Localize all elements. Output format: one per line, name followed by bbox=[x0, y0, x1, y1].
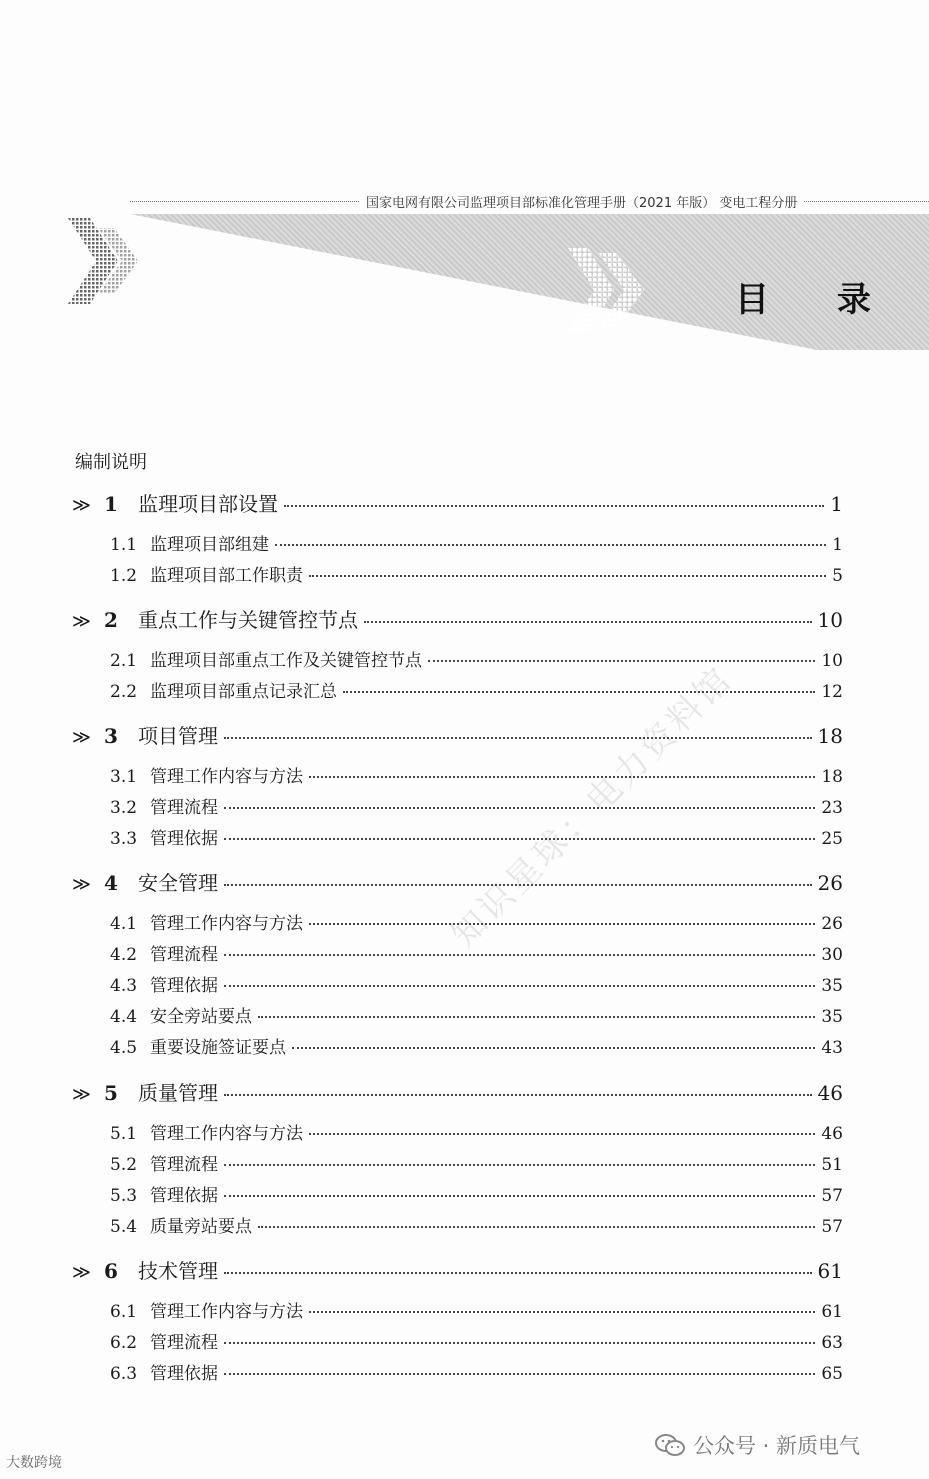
dot-leader bbox=[428, 660, 815, 662]
section-number: 4.3 bbox=[110, 976, 138, 996]
section-title: 监理项目部组建 bbox=[150, 535, 269, 555]
section-number: 3.1 bbox=[110, 767, 138, 787]
section-page-number: 63 bbox=[821, 1333, 843, 1353]
toc-section-entry[interactable] bbox=[110, 646, 843, 671]
double-chevron-icon: ≫ bbox=[72, 874, 91, 895]
chapter-number: 4 bbox=[104, 871, 118, 895]
section-page-number: 61 bbox=[821, 1302, 843, 1322]
dot-leader bbox=[309, 776, 815, 778]
section-number: 5.2 bbox=[110, 1155, 138, 1175]
toc-title: 目 录 bbox=[735, 280, 899, 320]
section-page-number: 57 bbox=[821, 1186, 843, 1206]
dot-leader bbox=[309, 1133, 815, 1135]
dot-leader bbox=[284, 505, 824, 507]
dot-leader bbox=[224, 807, 815, 809]
section-title: 管理流程 bbox=[150, 798, 218, 818]
section-title: 监理项目部重点工作及关键管控节点 bbox=[150, 651, 422, 671]
section-number: 6.3 bbox=[110, 1364, 138, 1384]
toc-chapter-entry[interactable] bbox=[72, 720, 843, 749]
chapter-number: 2 bbox=[104, 608, 118, 632]
toc-section-entry[interactable] bbox=[110, 677, 843, 702]
dot-leader bbox=[258, 1226, 815, 1228]
section-title: 管理流程 bbox=[150, 945, 218, 965]
toc-section-entry[interactable] bbox=[110, 1212, 843, 1237]
dot-leader bbox=[275, 544, 826, 546]
dot-leader bbox=[309, 1311, 815, 1313]
dot-leader bbox=[224, 1094, 812, 1096]
chapter-number: 5 bbox=[104, 1081, 118, 1105]
dot-leader bbox=[292, 1047, 815, 1049]
dot-leader bbox=[309, 923, 815, 925]
toc-section-entry[interactable] bbox=[110, 530, 843, 555]
section-page-number: 46 bbox=[821, 1124, 843, 1144]
toc-section-entry[interactable] bbox=[110, 1359, 843, 1384]
chapter-title: 重点工作与关键管控节点 bbox=[138, 608, 358, 632]
section-title: 管理工作内容与方法 bbox=[150, 1124, 303, 1144]
toc-chapter-entry[interactable] bbox=[72, 867, 843, 896]
chapter-title: 安全管理 bbox=[138, 871, 218, 895]
section-title: 重要设施签证要点 bbox=[150, 1038, 286, 1058]
toc-section-entry[interactable] bbox=[110, 1150, 843, 1175]
section-number: 6.1 bbox=[110, 1302, 138, 1322]
section-title: 管理工作内容与方法 bbox=[150, 914, 303, 934]
chapter-page-number: 1 bbox=[830, 492, 843, 516]
dot-leader bbox=[224, 1373, 815, 1375]
chapter-title: 技术管理 bbox=[138, 1259, 218, 1283]
section-title: 管理依据 bbox=[150, 1186, 218, 1206]
section-page-number: 43 bbox=[821, 1038, 843, 1058]
section-page-number: 25 bbox=[821, 829, 843, 849]
double-chevron-icon: ≫ bbox=[72, 1084, 91, 1105]
section-page-number: 5 bbox=[832, 566, 843, 586]
chapter-page-number: 18 bbox=[817, 724, 843, 748]
footer-account-label: 公众号 · 新质电气 bbox=[693, 1434, 861, 1458]
wechat-icon bbox=[655, 1433, 685, 1457]
toc-section-entry[interactable] bbox=[110, 824, 843, 849]
section-title: 监理项目部工作职责 bbox=[150, 566, 303, 586]
section-number: 5.3 bbox=[110, 1186, 138, 1206]
dot-leader bbox=[224, 838, 815, 840]
dot-leader bbox=[224, 737, 812, 739]
toc-section-entry[interactable] bbox=[110, 1328, 843, 1353]
section-page-number: 65 bbox=[821, 1364, 843, 1384]
banner-right-chevron-icon bbox=[568, 248, 652, 332]
chapter-title: 项目管理 bbox=[138, 724, 218, 748]
section-number: 3.2 bbox=[110, 798, 138, 818]
section-page-number: 23 bbox=[821, 798, 843, 818]
section-page-number: 35 bbox=[821, 976, 843, 996]
toc-section-entry[interactable] bbox=[110, 1002, 843, 1027]
section-title: 监理项目部重点记录汇总 bbox=[150, 682, 337, 702]
section-page-number: 18 bbox=[821, 767, 843, 787]
toc-section-entry[interactable] bbox=[110, 762, 843, 787]
section-number: 4.5 bbox=[110, 1038, 138, 1058]
section-page-number: 35 bbox=[821, 1007, 843, 1027]
section-number: 1.2 bbox=[110, 566, 138, 586]
double-chevron-icon: ≫ bbox=[72, 611, 91, 632]
chapter-number: 3 bbox=[104, 724, 118, 748]
toc-section-entry[interactable] bbox=[110, 971, 843, 996]
dot-leader bbox=[224, 1164, 815, 1166]
section-number: 5.1 bbox=[110, 1124, 138, 1144]
toc-section-entry[interactable] bbox=[110, 1119, 843, 1144]
section-page-number: 26 bbox=[821, 914, 843, 934]
dot-leader bbox=[343, 691, 815, 693]
footer-left-watermark: 大数跨境 bbox=[6, 1455, 62, 1471]
section-number: 6.2 bbox=[110, 1333, 138, 1353]
section-page-number: 30 bbox=[821, 945, 843, 965]
section-number: 4.2 bbox=[110, 945, 138, 965]
toc-section-entry[interactable] bbox=[110, 793, 843, 818]
section-title: 管理依据 bbox=[150, 976, 218, 996]
section-number: 2.2 bbox=[110, 682, 138, 702]
dot-leader bbox=[224, 985, 815, 987]
banner-left-chevron-icon bbox=[68, 218, 148, 304]
section-title: 管理工作内容与方法 bbox=[150, 767, 303, 787]
chapter-page-number: 10 bbox=[817, 608, 843, 632]
section-page-number: 51 bbox=[821, 1155, 843, 1175]
chapter-number: 6 bbox=[104, 1259, 118, 1283]
dot-leader bbox=[224, 954, 815, 956]
section-title: 安全旁站要点 bbox=[150, 1007, 252, 1027]
dot-leader bbox=[224, 1342, 815, 1344]
chapter-number: 1 bbox=[104, 492, 118, 516]
section-page-number: 10 bbox=[821, 651, 843, 671]
toc-chapter-entry[interactable] bbox=[72, 1255, 843, 1284]
section-page-number: 1 bbox=[832, 535, 843, 555]
dot-leader bbox=[224, 1272, 812, 1274]
section-title: 管理依据 bbox=[150, 829, 218, 849]
double-chevron-icon: ≫ bbox=[72, 1262, 91, 1283]
toc-section-entry[interactable] bbox=[110, 940, 843, 965]
toc-section-entry[interactable] bbox=[110, 1033, 843, 1058]
running-title: 国家电网有限公司监理项目部标准化管理手册（2021 年版） 变电工程分册 bbox=[360, 192, 803, 211]
section-page-number: 12 bbox=[821, 682, 843, 702]
dot-leader bbox=[364, 621, 812, 623]
section-number: 1.1 bbox=[110, 535, 138, 555]
toc-chapter-entry[interactable] bbox=[72, 1077, 843, 1106]
section-title: 管理流程 bbox=[150, 1155, 218, 1175]
toc-section-entry[interactable] bbox=[110, 1297, 843, 1322]
section-number: 3.3 bbox=[110, 829, 138, 849]
section-title: 管理依据 bbox=[150, 1364, 218, 1384]
section-number: 5.4 bbox=[110, 1217, 138, 1237]
toc-section-entry[interactable] bbox=[110, 909, 843, 934]
toc-entry-intro[interactable]: 编制说明 bbox=[75, 452, 147, 473]
section-page-number: 57 bbox=[821, 1217, 843, 1237]
chapter-title: 质量管理 bbox=[138, 1081, 218, 1105]
double-chevron-icon: ≫ bbox=[72, 727, 91, 748]
double-chevron-icon: ≫ bbox=[72, 495, 91, 516]
footer-account bbox=[655, 1430, 860, 1460]
section-title: 管理流程 bbox=[150, 1333, 218, 1353]
dot-leader bbox=[224, 1195, 815, 1197]
chapter-page-number: 46 bbox=[817, 1081, 843, 1105]
section-number: 4.4 bbox=[110, 1007, 138, 1027]
toc-section-entry[interactable] bbox=[110, 1181, 843, 1206]
watermark: 知识星球：电力资料馆 bbox=[443, 658, 741, 956]
section-title: 质量旁站要点 bbox=[150, 1217, 252, 1237]
dot-leader bbox=[309, 575, 826, 577]
toc-chapter-entry[interactable] bbox=[72, 604, 843, 633]
section-number: 2.1 bbox=[110, 651, 138, 671]
dot-leader bbox=[224, 884, 812, 886]
chapter-title: 监理项目部设置 bbox=[138, 492, 278, 516]
chapter-page-number: 61 bbox=[817, 1259, 843, 1283]
toc-section-entry[interactable] bbox=[110, 561, 843, 586]
dot-leader bbox=[258, 1016, 815, 1018]
chapter-page-number: 26 bbox=[817, 871, 843, 895]
section-number: 4.1 bbox=[110, 914, 138, 934]
toc-chapter-entry[interactable] bbox=[72, 488, 843, 517]
section-title: 管理工作内容与方法 bbox=[150, 1302, 303, 1322]
